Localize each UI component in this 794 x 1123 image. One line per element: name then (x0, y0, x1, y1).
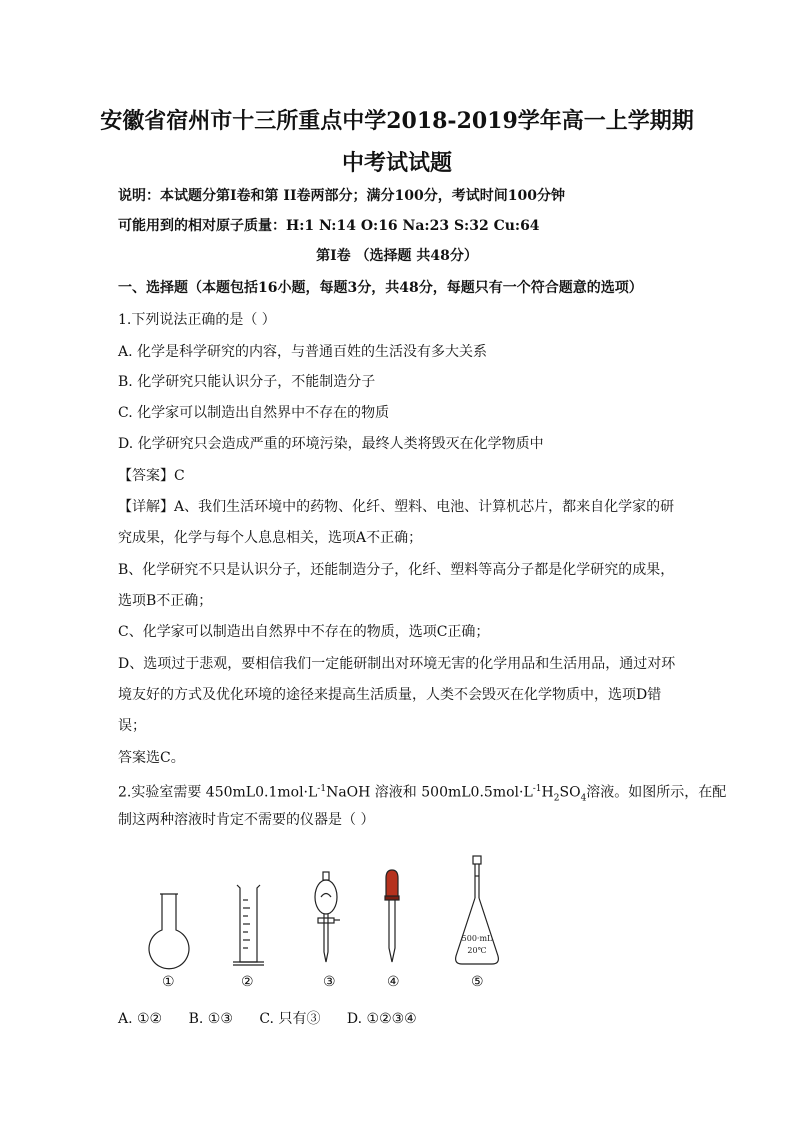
apparatus-number: ⑤ (471, 974, 484, 990)
q1-detail-line: 【详解】A、我们生活环境中的药物、化纤、塑料、电池、计算机芯片，都来自化学家的研 (118, 499, 675, 515)
round-bottom-flask (149, 894, 189, 969)
apparatus-figure (118, 852, 558, 992)
flask-temp-label: 20℃ (467, 946, 487, 955)
q2-stem: 2.实验室需要 $450mL0.1mol\cdot L^{-1}NaOH$ 溶液和 $500mL0.5mol\cdot L^{-1}H_2SO_4$溶液。如图所示，在配 (118, 784, 727, 804)
q1-detail-line: 究成果，化学与每个人息息相关，选项A不正确； (118, 530, 423, 546)
flask-volume-label: 500·mL (461, 934, 493, 943)
q1-detail-line: 选项B不正确； (118, 593, 213, 609)
q1-detail-line: B、化学研究不只是认识分子，还能制造分子，化纤、塑料等高分子都是化学研究的成果， (118, 562, 675, 578)
q2-stem-line2: 制这两种溶液时肯定不需要的仪器是（ ） (118, 812, 375, 828)
exam-title-line1: 安徽省宿州市十三所重点中学2018-2019学年高一上学期期 (100, 108, 694, 134)
q1-detail-line: 答案选C。 (118, 750, 185, 766)
q1-option-a: A. 化学是科学研究的内容，与普通百姓的生活没有多大关系 (118, 344, 488, 360)
q1-option-b: B. 化学研究只能认识分子，不能制造分子 (118, 374, 376, 390)
q1-option-c: C. 化学家可以制造出自然界中不存在的物质 (118, 405, 390, 421)
apparatus-number: ④ (387, 974, 400, 990)
separatory-funnel (315, 872, 340, 962)
graduated-cylinder (233, 885, 264, 965)
apparatus-number: ① (162, 974, 175, 990)
q1-detail-line: 误； (118, 718, 146, 734)
section-heading: 第Ⅰ卷 （选择题 共48分） (316, 248, 478, 264)
q1-answer: 【答案】C (118, 468, 185, 484)
exam-title-line2: 中考试试题 (341, 150, 452, 176)
q2-options (118, 1008, 439, 1028)
q2-option-b: B. ①③ (188, 1011, 233, 1027)
exam-note: 说明：本试题分第Ⅰ卷和第 II卷两部分；满分100分，考试时间100分钟 (118, 188, 565, 204)
apparatus-number: ③ (323, 974, 336, 990)
part-one-heading: 一、选择题（本题包括16小题，每题3分，共48分，每题只有一个符合题意的选项） (118, 280, 643, 296)
dropper (385, 870, 399, 962)
q1-detail-line: C、化学家可以制造出自然界中不存在的物质，选项C正确； (118, 624, 490, 640)
apparatus-number: ② (241, 974, 254, 990)
q1-detail-line: D、选项过于悲观，要相信我们一定能研制出对环境无害的化学用品和生活用品，通过对环 (118, 656, 676, 672)
q2-option-c: C. 只有③ (259, 1011, 321, 1027)
q2-option-a: A. ①② (118, 1011, 163, 1027)
atomic-mass-line: 可能用到的相对原子质量：H:1 N:14 O:16 Na:23 S:32 Cu:64 (118, 218, 540, 234)
q1-stem: 1.下列说法正确的是（ ） (118, 312, 276, 328)
q1-option-d: D. 化学研究只会造成严重的环境污染，最终人类将毁灭在化学物质中 (118, 436, 544, 452)
q1-detail-line: 境友好的方式及优化环境的途径来提高生活质量，人类不会毁灭在化学物质中，选项D错 (118, 687, 662, 703)
q2-option-d: D. ①②③④ (346, 1011, 417, 1027)
